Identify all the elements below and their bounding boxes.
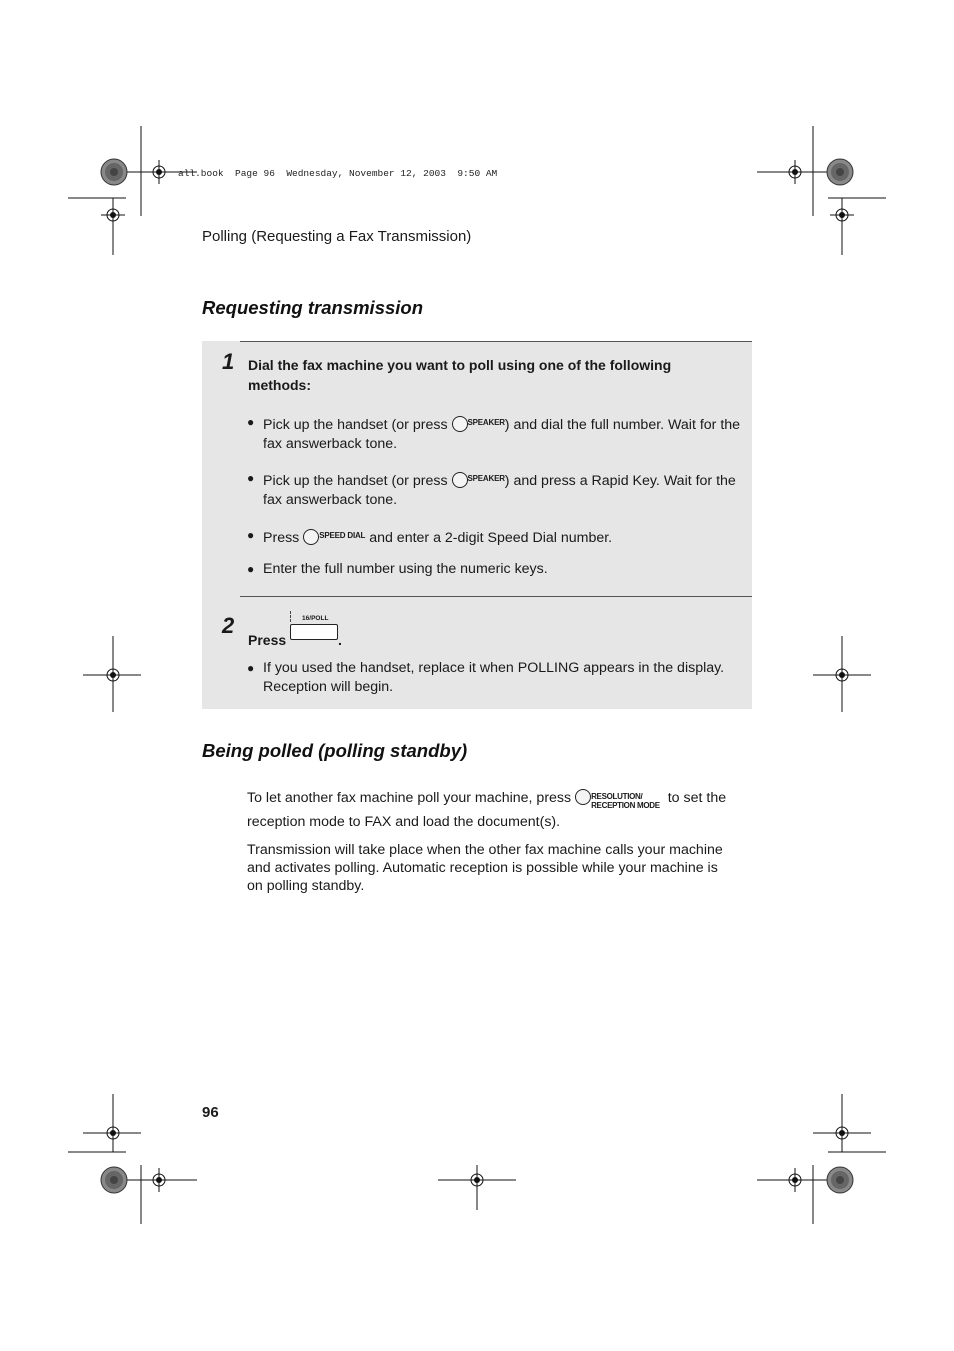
step2-number: 2 (222, 613, 235, 638)
page-number: 96 (202, 1104, 219, 1121)
step1-bullet-3 (247, 526, 743, 548)
para-text: reception mode to FAX and load the document(s). (247, 814, 561, 830)
step1-number: 1 (222, 349, 235, 374)
speaker-key-label: SPEAKER (467, 474, 505, 483)
speaker-key-icon (452, 416, 468, 432)
para-text: To let another fax machine poll your machine, press (247, 790, 572, 806)
step2-bullet (247, 659, 743, 697)
resolution-key-line2: RECEPTION MODE (591, 801, 660, 810)
steps-panel (202, 341, 752, 709)
step1-top-rule (240, 341, 752, 342)
speaker-key-icon (452, 472, 468, 488)
polled-paragraph-2: Transmission will take place when the other fax machine calls your machine and activates polling. Automatic reception is possible while your machine is on polling standby. (247, 842, 723, 894)
resolution-key-label (591, 792, 660, 810)
bullet-text: Enter the full number using the numeric keys. (263, 561, 548, 577)
poll-key-label: 16/POLL (302, 615, 329, 622)
resolution-key-line1: RESOLUTION/ (591, 792, 643, 801)
heading-requesting-transmission: Requesting transmission (202, 297, 424, 318)
bullet-dot: ● (247, 528, 255, 542)
polled-paragraph-1 (247, 786, 747, 834)
step1-bullet-4 (247, 560, 743, 579)
bullet-text: If you used the handset, replace it when POLLING appears in the display. Reception will begin. (263, 660, 725, 695)
bullet-dot: ● (247, 562, 255, 576)
bullet-text: ) and dial the full number. Wait for the fax answerback tone. (263, 417, 741, 452)
bullet-dot: ● (247, 471, 255, 485)
heading-being-polled: Being polled (polling standby) (202, 740, 468, 761)
step2-top-rule (240, 596, 752, 597)
speed-dial-key-icon (303, 529, 319, 545)
speed-dial-key-label: SPEED DIAL (319, 531, 366, 540)
step1-text: Dial the fax machine you want to poll using one of the following methods: (248, 357, 672, 393)
step1-bullet-1 (247, 413, 743, 454)
poll-key-icon (290, 609, 338, 639)
bullet-dot: ● (247, 415, 255, 429)
bullet-text: and enter a 2-digit Speed Dial number. (369, 530, 613, 546)
step2-text (248, 609, 548, 650)
speaker-key-label: SPEAKER (467, 418, 505, 427)
para-text: to set the (667, 790, 727, 806)
bullet-text: Press (263, 530, 300, 546)
print-info-line: all.book Page 96 Wednesday, November 12, 2003 9:50 AM (178, 168, 498, 179)
step2-press-label: Press (248, 632, 287, 648)
bullet-text: ) and press a Rapid Key. Wait for the fax answerback tone. (263, 473, 736, 508)
step2-period: . (338, 632, 342, 648)
section-header: Polling (Requesting a Fax Transmission) (202, 228, 472, 245)
bullet-text: Pick up the handset (or press (263, 473, 448, 489)
bullet-dot: ● (247, 661, 255, 675)
bullet-text: Pick up the handset (or press (263, 417, 448, 433)
resolution-key-icon (575, 789, 591, 805)
step1-bullet-2 (247, 469, 743, 510)
